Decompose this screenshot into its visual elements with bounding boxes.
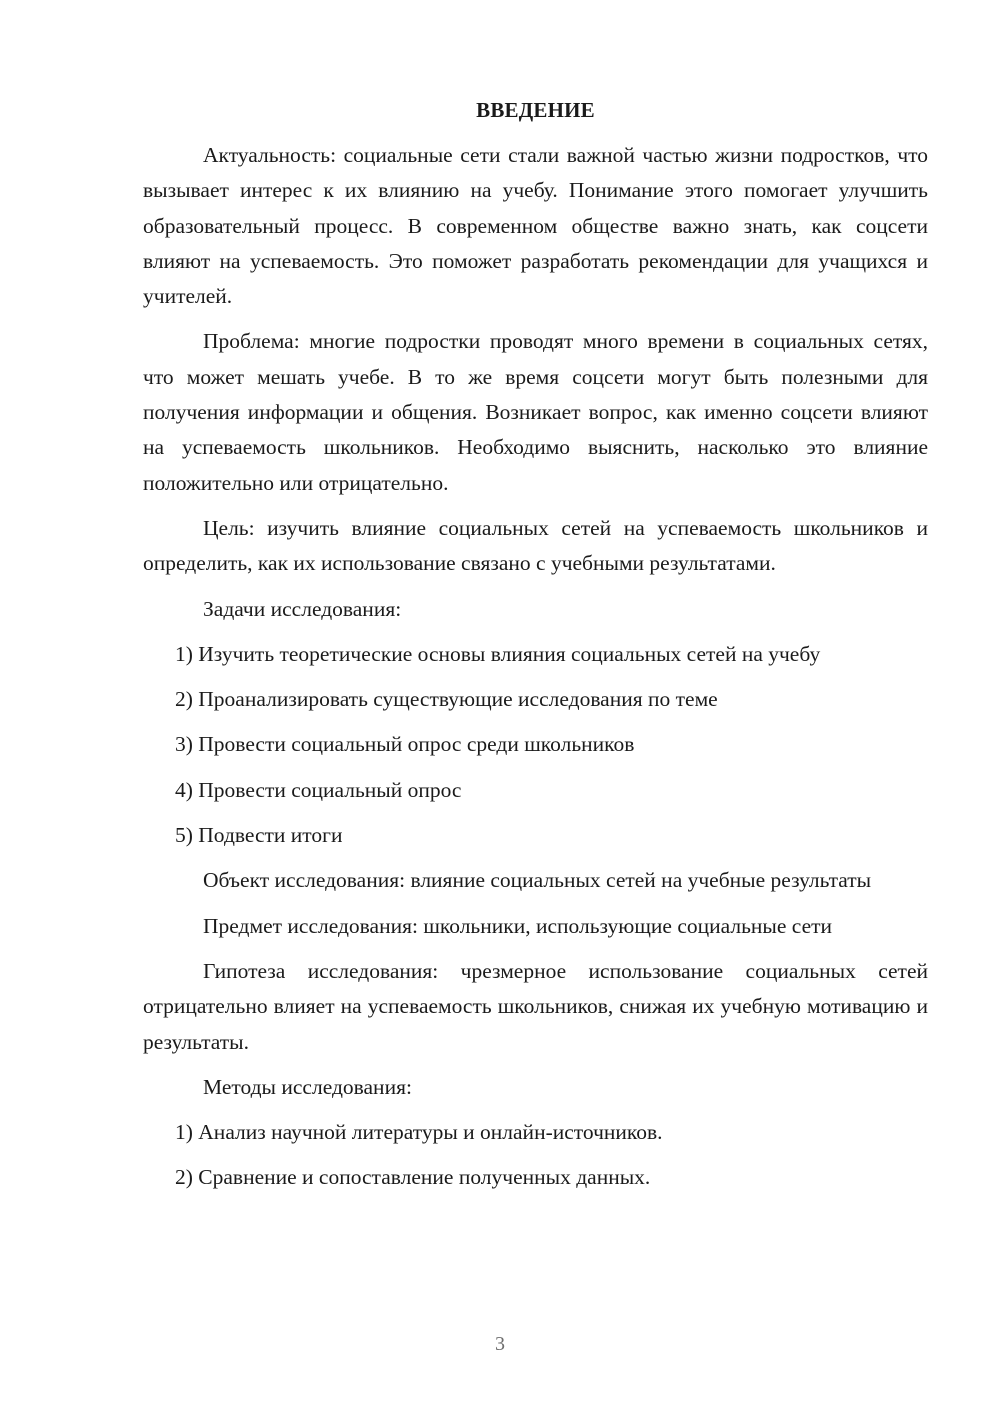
tasks-label: Задачи исследования: bbox=[203, 596, 402, 621]
task-item: 3) Провести социальный опрос среди школьников bbox=[175, 732, 635, 757]
task-item: 2) Проанализировать существующие исследования по теме bbox=[175, 687, 718, 712]
task-item: 5) Подвести итоги bbox=[175, 823, 343, 848]
section-title: ВВЕДЕНИЕ bbox=[476, 98, 595, 122]
problem-paragraph: Проблема: многие подростки проводят много времени в социальных сетях, что может мешать учебе. В то же время соцсети могут быть полезными для получения информации и общения. Возникает вопрос, как именно соцсети влияют на успеваемость школьников. Необходимо выяснить, насколько это влияние положительно или отрицательно. bbox=[143, 329, 928, 495]
document-page bbox=[143, 92, 928, 1206]
object-paragraph: Объект исследования: влияние социальных сетей на учебные результаты bbox=[203, 868, 872, 893]
page-number: 3 bbox=[495, 1333, 505, 1355]
subject-paragraph: Предмет исследования: школьники, использующие социальные сети bbox=[203, 913, 833, 938]
task-item: 4) Провести социальный опрос bbox=[175, 777, 462, 802]
goal-paragraph: Цель: изучить влияние социальных сетей на успеваемость школьников и определить, как их использование связано с учебными результатами. bbox=[143, 515, 928, 576]
method-item: 1) Анализ научной литературы и онлайн-источников. bbox=[175, 1120, 663, 1145]
tasks-list bbox=[143, 637, 928, 853]
relevance-paragraph: Актуальность: социальные сети стали важной частью жизни подростков, что вызывает интерес к их влиянию на учебу. Понимание этого помогает улучшить образовательный процесс. В современном обществе важно знать, как соцсети влияют на успеваемость. Это поможет разработать рекомендации для учащихся и учителей. bbox=[143, 143, 928, 309]
hypothesis-paragraph: Гипотеза исследования: чрезмерное использование социальных сетей отрицательно влияет на успеваемость школьников, снижая их учебную мотивацию и результаты. bbox=[143, 958, 928, 1054]
methods-label: Методы исследования: bbox=[203, 1074, 412, 1099]
methods-list bbox=[143, 1115, 928, 1196]
method-item: 2) Сравнение и сопоставление полученных данных. bbox=[175, 1165, 651, 1190]
task-item: 1) Изучить теоретические основы влияния социальных сетей на учебу bbox=[175, 641, 821, 666]
